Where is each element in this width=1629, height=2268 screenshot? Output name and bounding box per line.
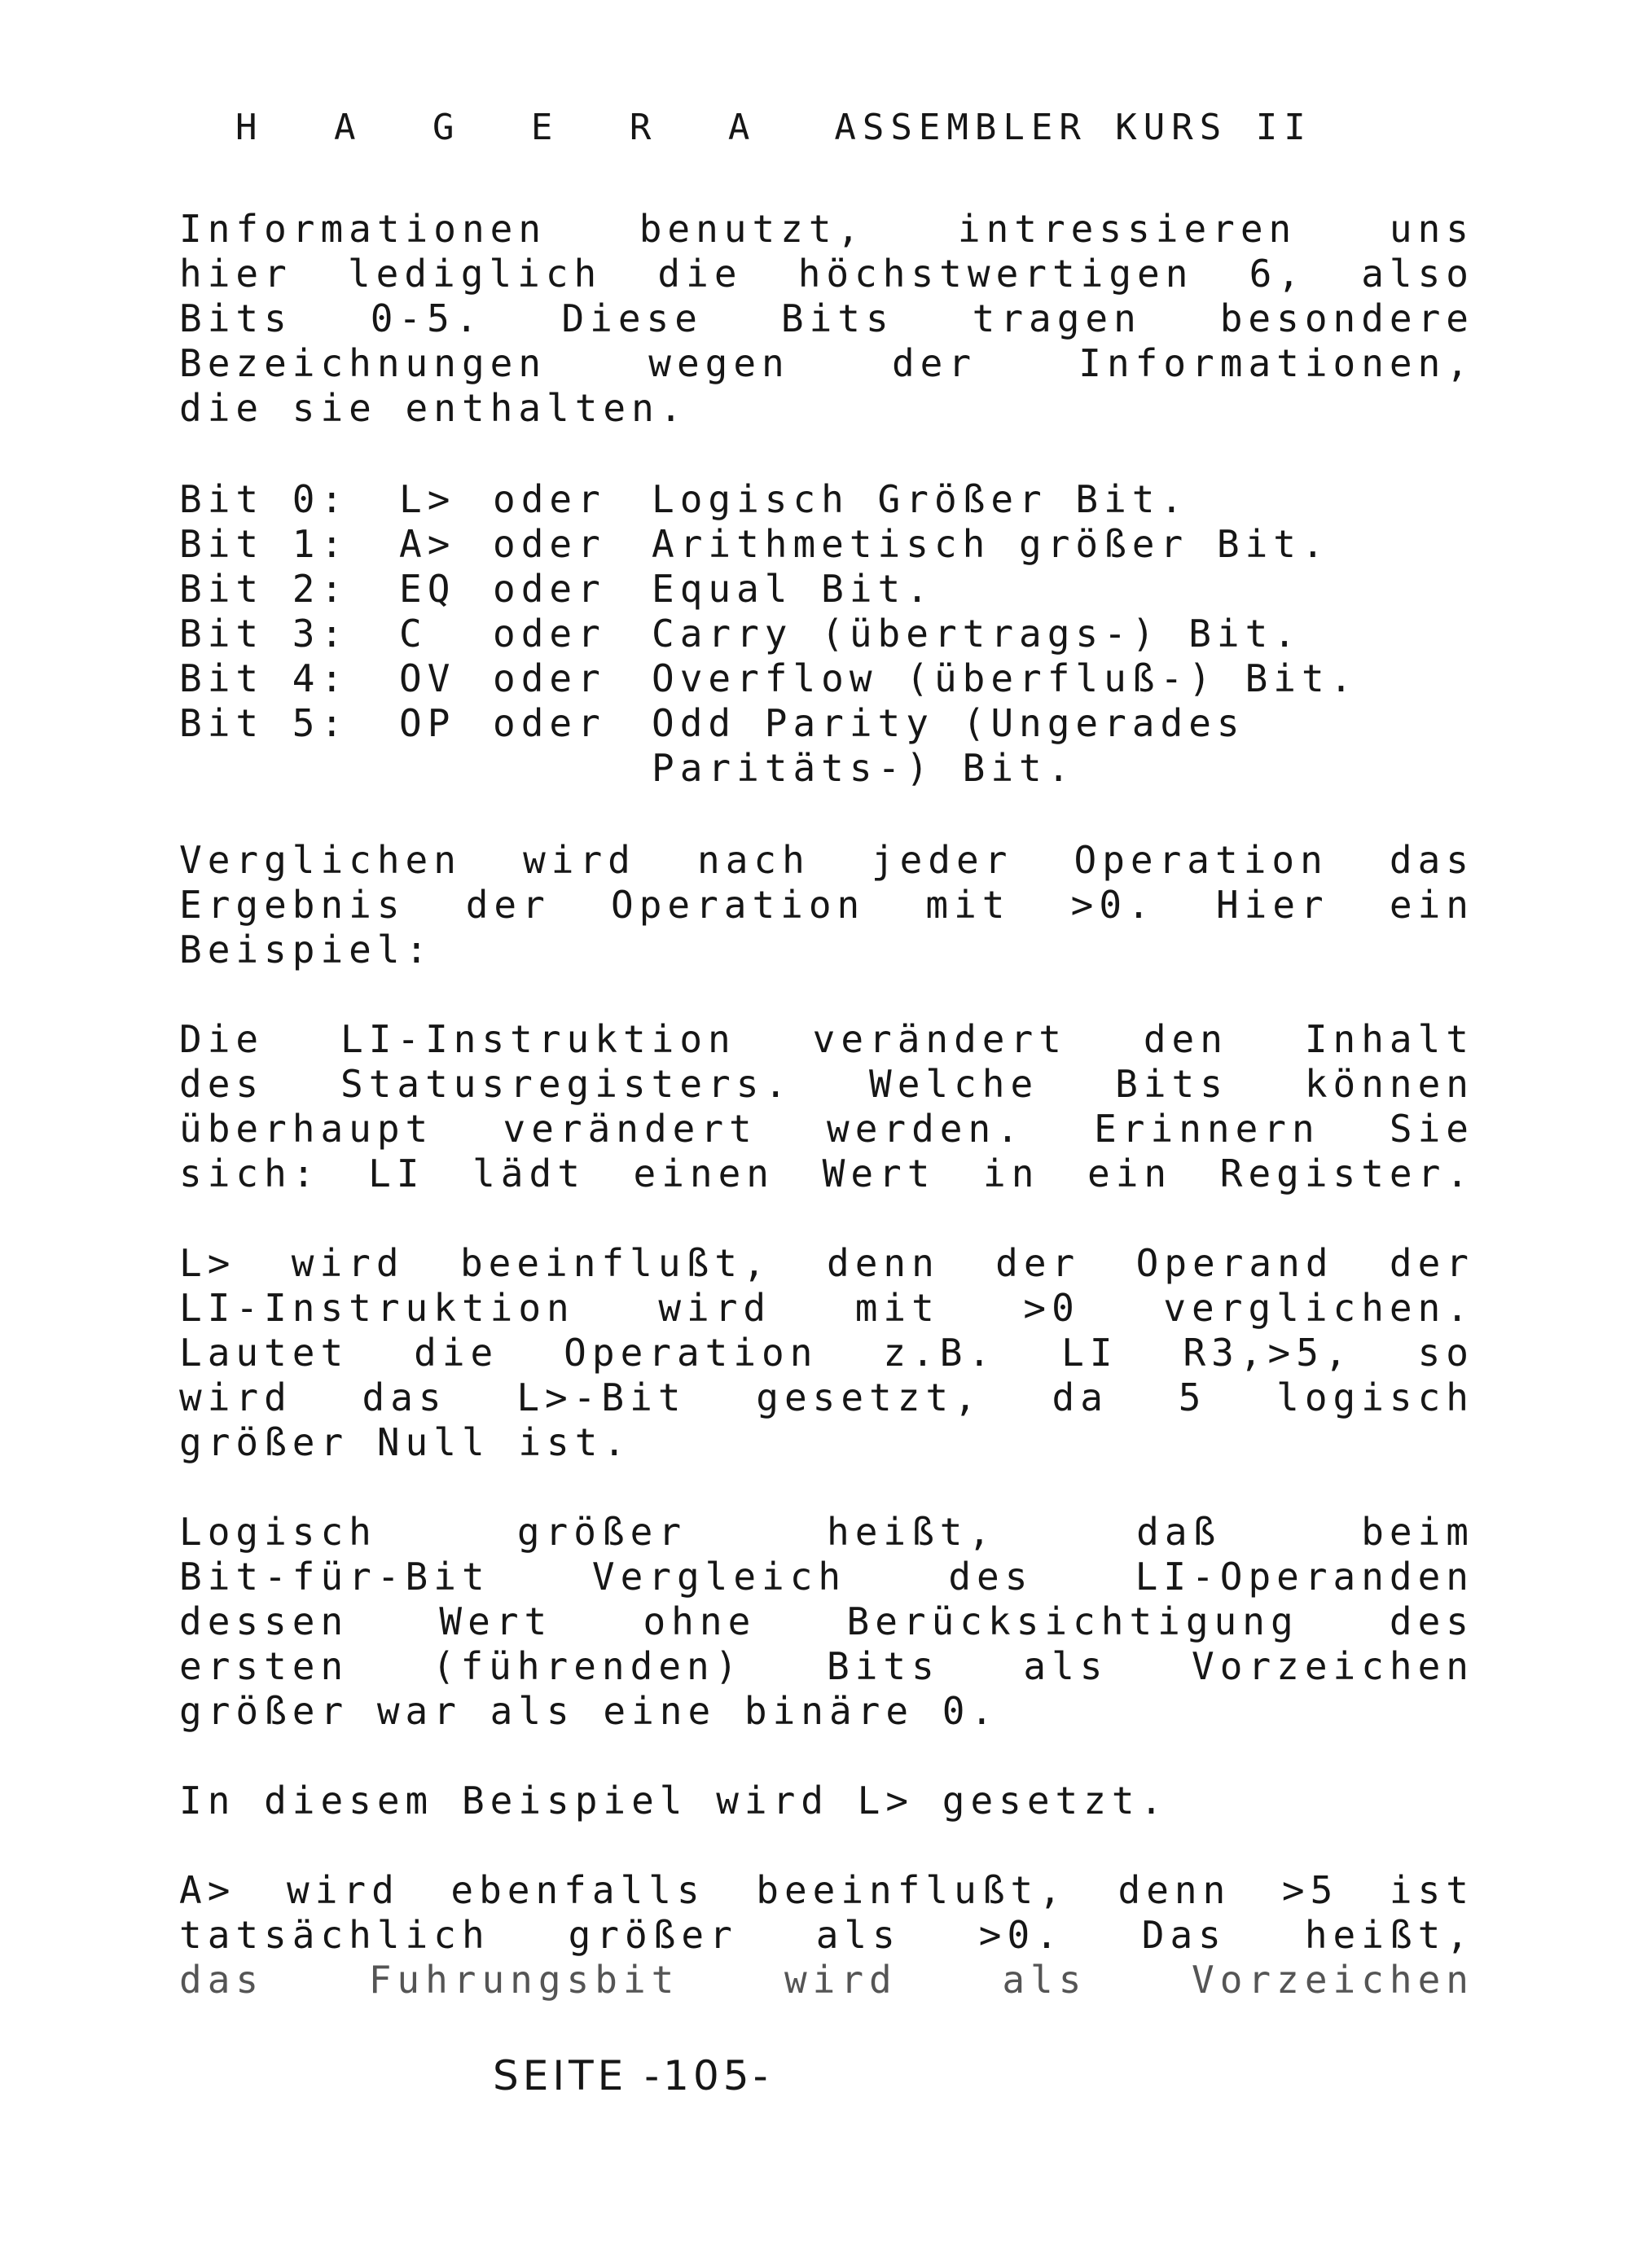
bit-code: EQ <box>399 567 456 611</box>
para1-line: Bits 0-5. Diese Bits tragen besondere <box>179 296 1474 340</box>
bit-oder: oder <box>493 477 606 521</box>
para3-line: Die LI-Instruktion verändert den Inhalt <box>179 1017 1474 1061</box>
header-course-title: ASSEMBLER KURS II <box>834 107 1312 148</box>
bit-description: Odd Parity (Ungerades <box>652 701 1245 745</box>
para1-line: Bezeichnungen wegen der Informationen, <box>179 341 1474 385</box>
bit-description: Paritäts-) Bit. <box>652 746 1076 790</box>
para7-line: A> wird ebenfalls beeinflußt, denn >5 ist <box>179 1868 1474 1912</box>
bit-code: OV <box>399 656 456 700</box>
bit-label: Bit 1: <box>179 522 349 566</box>
bit-oder: oder <box>493 701 606 745</box>
page-number: SEITE -105- <box>493 2052 772 2099</box>
para2-line: Ergebnis der Operation mit >0. Hier ein <box>179 883 1474 927</box>
bit-label: Bit 0: <box>179 477 349 521</box>
bit-label: Bit 5: <box>179 701 349 745</box>
para1-line: die sie enthalten. <box>179 386 688 430</box>
para7-line: tatsächlich größer als >0. Das heißt, <box>179 1913 1474 1957</box>
para4-line: LI-Instruktion wird mit >0 verglichen. <box>179 1286 1474 1330</box>
para1-line: Informationen benutzt, intressieren uns <box>179 207 1474 251</box>
bit-label: Bit 3: <box>179 612 349 656</box>
bit-code: OP <box>399 701 456 745</box>
bit-code: C <box>399 612 428 656</box>
bit-oder: oder <box>493 656 606 700</box>
bit-oder: oder <box>493 612 606 656</box>
bit-code: L> <box>399 477 456 521</box>
bit-code: A> <box>399 522 456 566</box>
bit-oder: oder <box>493 567 606 611</box>
para3-line: des Statusregisters. Welche Bits können <box>179 1062 1474 1106</box>
bit-description: Carry (übertrags-) Bit. <box>652 612 1302 656</box>
para1-line: hier lediglich die höchstwertigen 6, also <box>179 252 1474 296</box>
page-header <box>178 65 1312 148</box>
bit-oder: oder <box>493 522 606 566</box>
para5-line: Logisch größer heißt, daß beim <box>179 1510 1474 1554</box>
bit-description: Equal Bit. <box>652 567 934 611</box>
para5-line: dessen Wert ohne Berücksichtigung des <box>179 1599 1474 1643</box>
para4-line: wird das L>-Bit gesetzt, da 5 logisch <box>179 1375 1474 1419</box>
para4-line: größer Null ist. <box>179 1420 632 1464</box>
bit-description: Arithmetisch größer Bit. <box>652 522 1330 566</box>
para2-line: Verglichen wird nach jeder Operation das <box>179 838 1474 882</box>
para7-line: das Fuhrungsbit wird als Vorzeichen <box>179 1958 1474 2002</box>
para4-line: L> wird beeinflußt, denn der Operand der <box>179 1241 1474 1285</box>
para6-line: In diesem Beispiel wird L> gesetzt. <box>179 1779 1169 1823</box>
para5-line: Bit-für-Bit Vergleich des LI-Operanden <box>179 1555 1474 1599</box>
para2-line: Beispiel: <box>179 928 434 972</box>
bit-label: Bit 4: <box>179 656 349 700</box>
header-brand: H A G E R A <box>235 107 778 148</box>
para5-line: ersten (führenden) Bits als Vorzeichen <box>179 1644 1474 1688</box>
bit-description: Logisch Größer Bit. <box>652 477 1189 521</box>
bit-label: Bit 2: <box>179 567 349 611</box>
bit-description: Overflow (überfluß-) Bit. <box>652 656 1359 700</box>
para3-line: überhaupt verändert werden. Erinnern Sie <box>179 1107 1474 1151</box>
para4-line: Lautet die Operation z.B. LI R3,>5, so <box>179 1331 1474 1375</box>
para5-line: größer war als eine binäre 0. <box>179 1689 999 1733</box>
para3-line: sich: LI lädt einen Wert in ein Register. <box>179 1152 1474 1195</box>
